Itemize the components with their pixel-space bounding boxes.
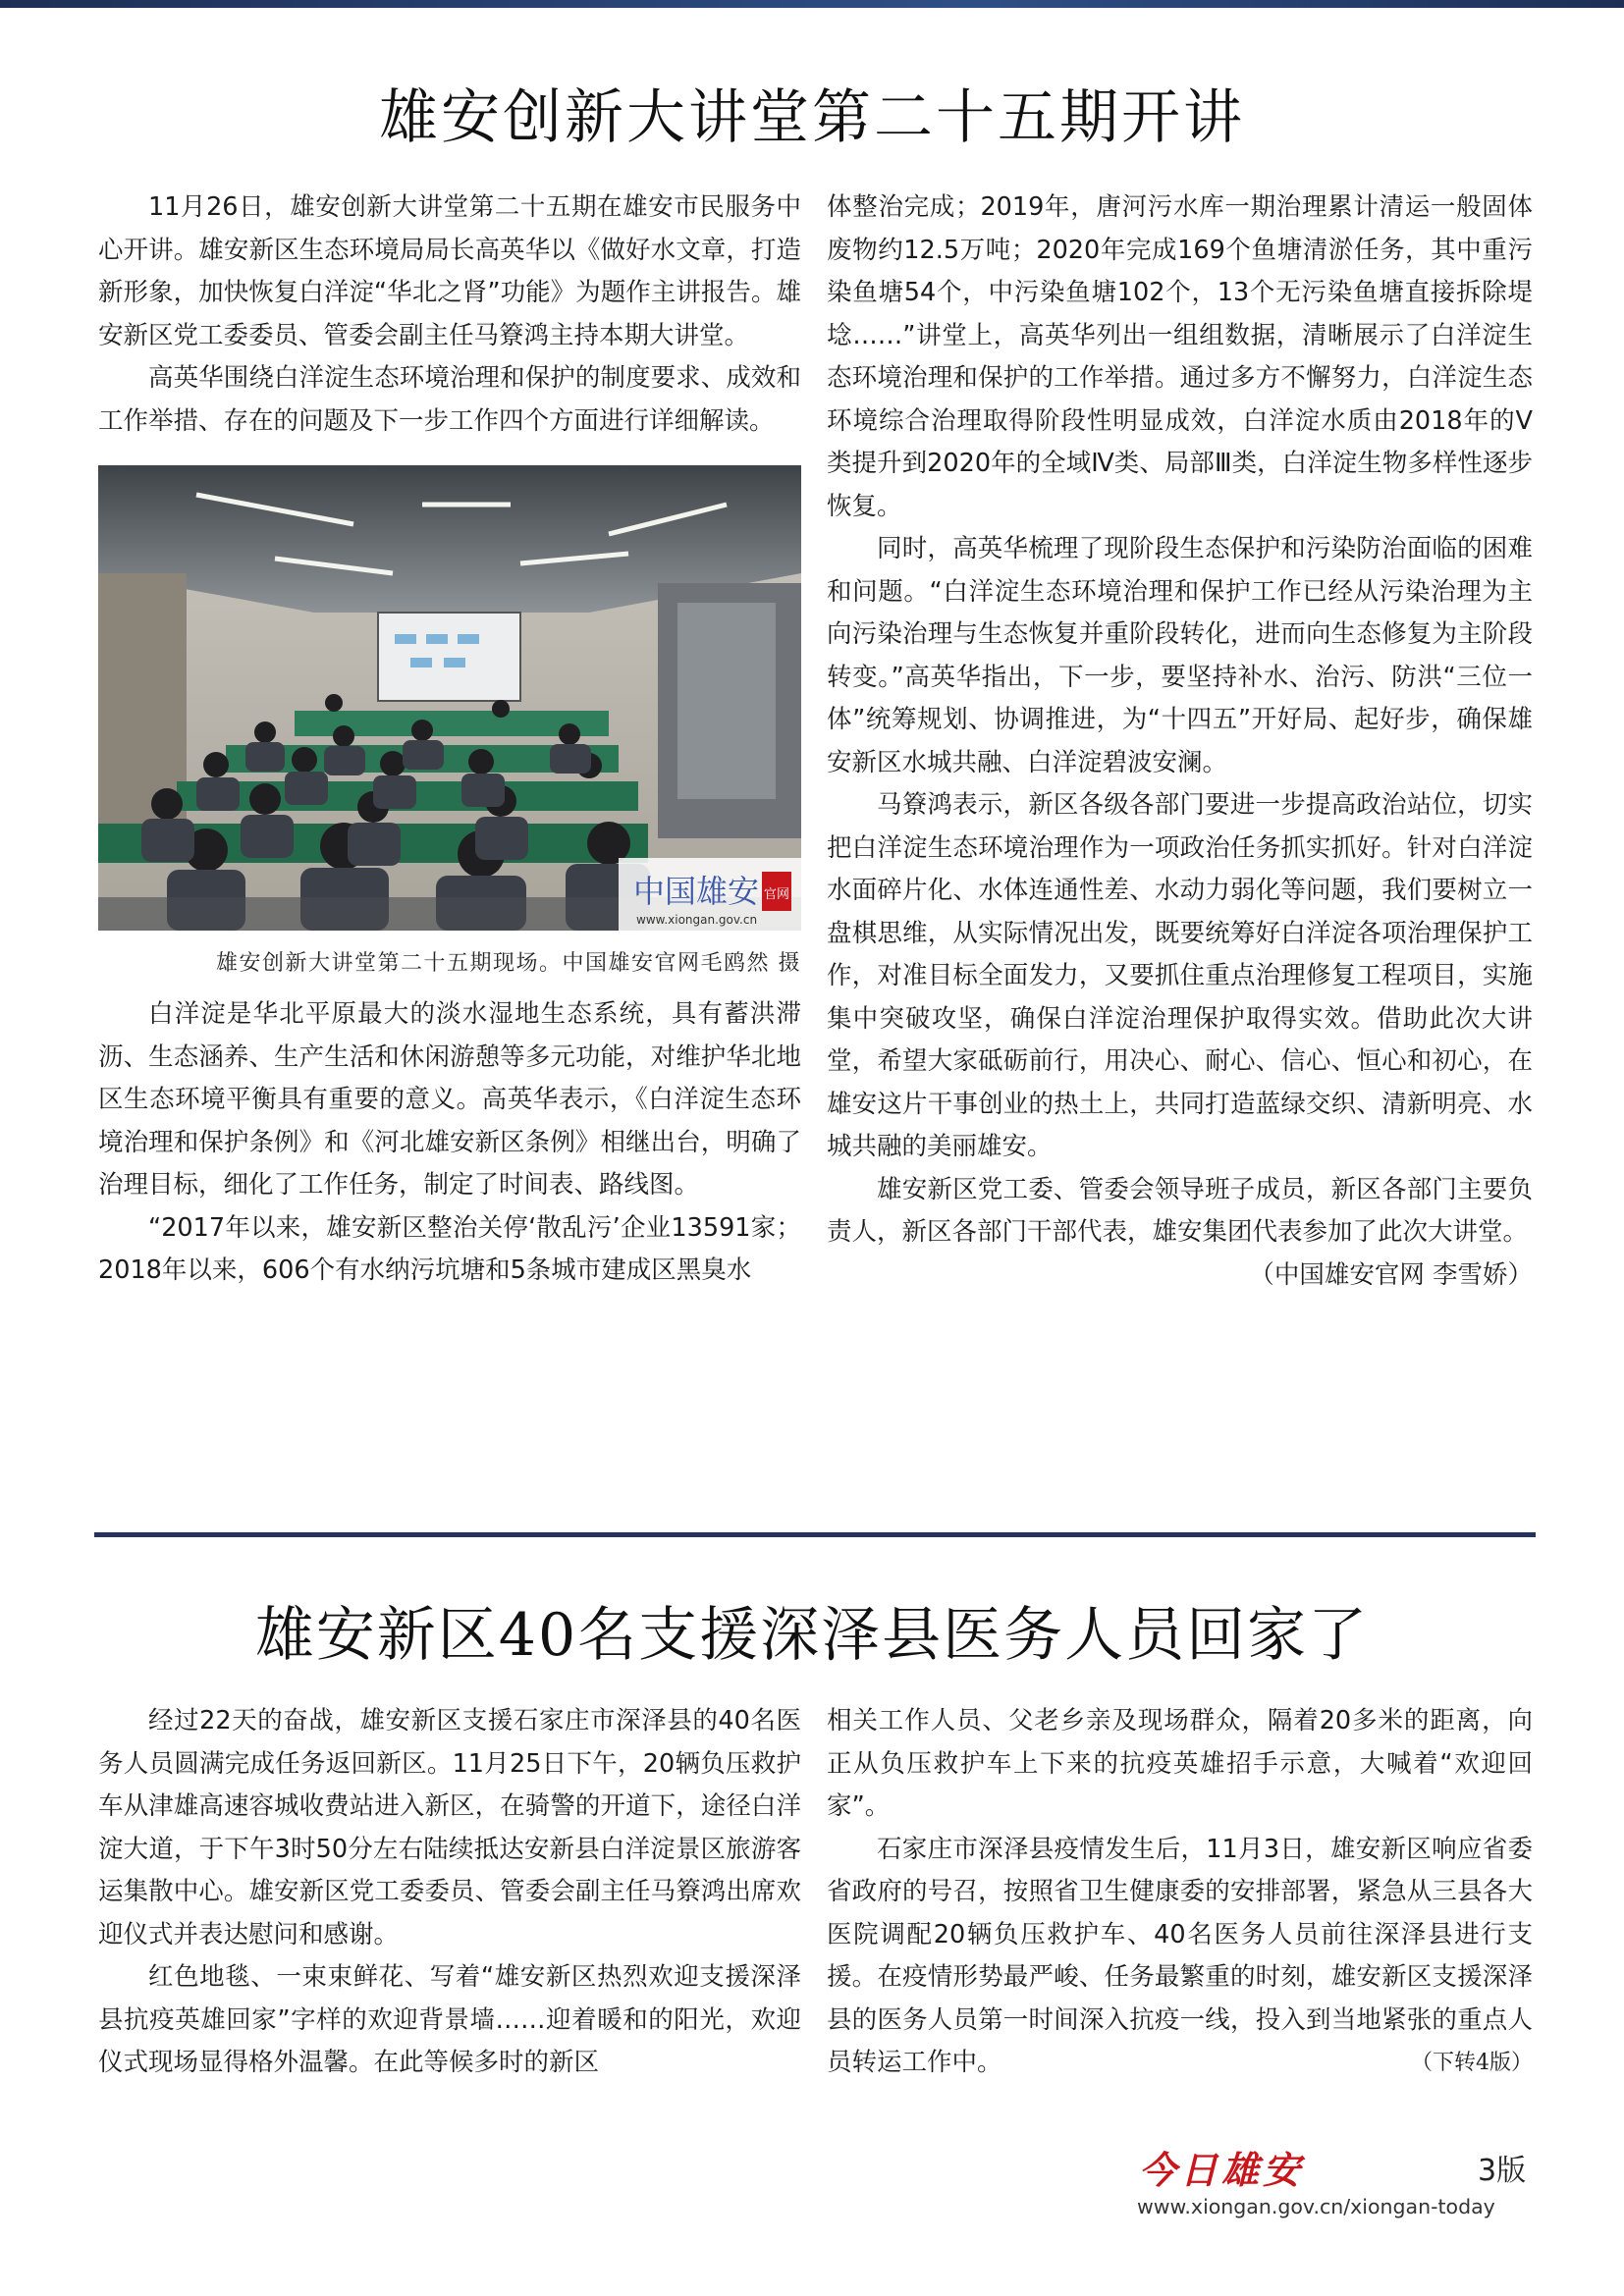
article2-right-column [827,1700,1533,2085]
photo-watermark-url: www.xiongan.gov.cn [636,913,758,927]
article2-left-column [98,1700,801,2085]
paragraph-final [827,1829,1533,2085]
paragraph: “2017年以来，雄安新区整治关停‘散乱污’企业13591家；2018年以来，606个有水纳污坑塘和5条城市建成区黑臭水 [98,1212,801,1285]
paragraph-final [827,1169,1533,1290]
paragraph: 白洋淀是华北平原最大的淡水湿地生态系统，具有蓄洪滞沥、生态涵养、生产生活和休闲游憩等多元功能，对维护华北地区生态环境平衡具有重要的意义。高英华表示，《白洋淀生态环境治理和保护条例》和《河北雄安新区条例》相继出台，明确了治理目标，细化了工作任务，制定了时间表、路线图。 [98,999,801,1200]
lecture-hall-illustration [98,465,801,931]
paragraph: 11月26日，雄安创新大讲堂第二十五期在雄安市民服务中心开讲。雄安新区生态环境局局长高英华以《做好水文章，打造新形象，加快恢复白洋淀“华北之肾”功能》为题作主讲报告。雄安新区党工委委员、管委会副主任马簝鸿主持本期大讲堂。 [98,192,801,350]
photo-watermark: 中国雄安 [633,873,760,910]
paragraph-continued: 体整治完成；2019年，唐河污水库一期治理累计清运一般固体废物约12.5万吨；2020年完成169个鱼塘清淤任务，其中重污染鱼塘54个，中污染鱼塘102个，13个无污染鱼塘直接拆除堤埝……”讲堂上，高英华列出一组组数据，清晰展示了白洋淀生态环境治理和保护的工作举措。通过多方不懈努力，白洋淀生态环境综合治理取得阶段性明显成效，白洋淀水质由2018年的Ⅴ类提升到2020年的全域Ⅳ类、局部Ⅲ类，白洋淀生物多样性逐步恢复。 [827,192,1533,521]
top-color-band [0,0,1624,8]
article1-left-column [98,187,801,1293]
footer-url[interactable]: www.xiongan.gov.cn/xiongan-today [1137,2195,1495,2218]
lecture-photo [98,465,801,931]
photo-watermark-badge: 官网 [764,887,790,902]
byline: （中国雄安官网 李雪娇） [1249,1259,1533,1290]
paragraph: 红色地毯、一束束鲜花、写着“雄安新区热烈欢迎支援深泽县抗疫英雄回家”字样的欢迎背景墙……迎着暖和的阳光，欢迎仪式现场显得格外温馨。在此等候多时的新区 [98,1962,801,2077]
page-number: 3版 [1478,2154,1527,2188]
footer-logo: 今日雄安 [1139,2148,1305,2192]
paragraph: 高英华围绕白洋淀生态环境治理和保护的制度要求、成效和工作举措、存在的问题及下一步工作四个方面进行详细解读。 [98,363,801,436]
paragraph: 同时，高英华梳理了现阶段生态保护和污染防治面临的困难和问题。“白洋淀生态环境治理和保护工作已经从污染治理为主向污染治理与生态恢复并重阶段转化，进而向生态修复为主阶段转变。”高英华指出，下一步，要坚持补水、治污、防洪“三位一体”统筹规划、协调推进，为“十四五”开好局、起好步，确保雄安新区水城共融、白洋淀碧波安澜。 [827,534,1533,777]
paragraph: 经过22天的奋战，雄安新区支援石家庄市深泽县的40名医务人员圆满完成任务返回新区。11月25日下午，20辆负压救护车从津雄高速容城收费站进入新区，在骑警的开道下，途径白洋淀大道，于下午3时50分左右陆续抵达安新县白洋淀景区旅游客运集散中心。雄安新区党工委委员、管委会副主任马簝鸿出席欢迎仪式并表达慰问和感谢。 [98,1706,801,1949]
article1-right-column [827,187,1533,1297]
paragraph-continued: 相关工作人员、父老乡亲及现场群众，隔着20多米的距离，向正从负压救护车上下来的抗疫英雄招手示意，大喊着“欢迎回家”。 [827,1706,1533,1821]
paragraph: 马簝鸿表示，新区各级各部门要进一步提高政治站位，切实把白洋淀生态环境治理作为一项政治任务抓实抓好。针对白洋淀水面碎片化、水体连通性差、水动力弱化等问题，我们要树立一盘棋思维，从实际情况出发，既要统筹好白洋淀各项治理保护工作，对准目标全面发力，又要抓住重点治理修复工程项目，实施集中突破攻坚，确保白洋淀治理保护取得实效。借助此次大讲堂，希望大家砥砺前行，用决心、耐心、信心、恒心和初心，在雄安这片干事创业的热土上，共同打造蓝绿交织、清新明亮、水城共融的美丽雄安。 [827,790,1533,1161]
paragraph-final-text: 雄安新区党工委、管委会领导班子成员，新区各部门主要负责人，新区各部门干部代表，雄安集团代表参加了此次大讲堂。 [827,1174,1533,1247]
photo-caption: 雄安创新大讲堂第二十五期现场。中国雄安官网毛鸥然 摄 [216,951,801,976]
paragraph-final-text: 石家庄市深泽县疫情发生后，11月3日，雄安新区响应省委省政府的号召，按照省卫生健康委的安排部署，紧急从三县各大医院调配20辆负压救护车、40名医务人员前往深泽县进行支援。在疫情形势最严峻、任务最繁重的时刻，雄安新区支援深泽县的医务人员第一时间深入抗疫一线，投入到当地紧张的重点人员转运工作中。 [827,1834,1533,2077]
continued-note: （下转4版） [1411,2051,1533,2075]
section-divider [94,1532,1536,1537]
article1-title: 雄安创新大讲堂第二十五期开讲 [379,83,1245,152]
article2-title: 雄安新区40名支援深泽县医务人员回家了 [254,1601,1370,1670]
